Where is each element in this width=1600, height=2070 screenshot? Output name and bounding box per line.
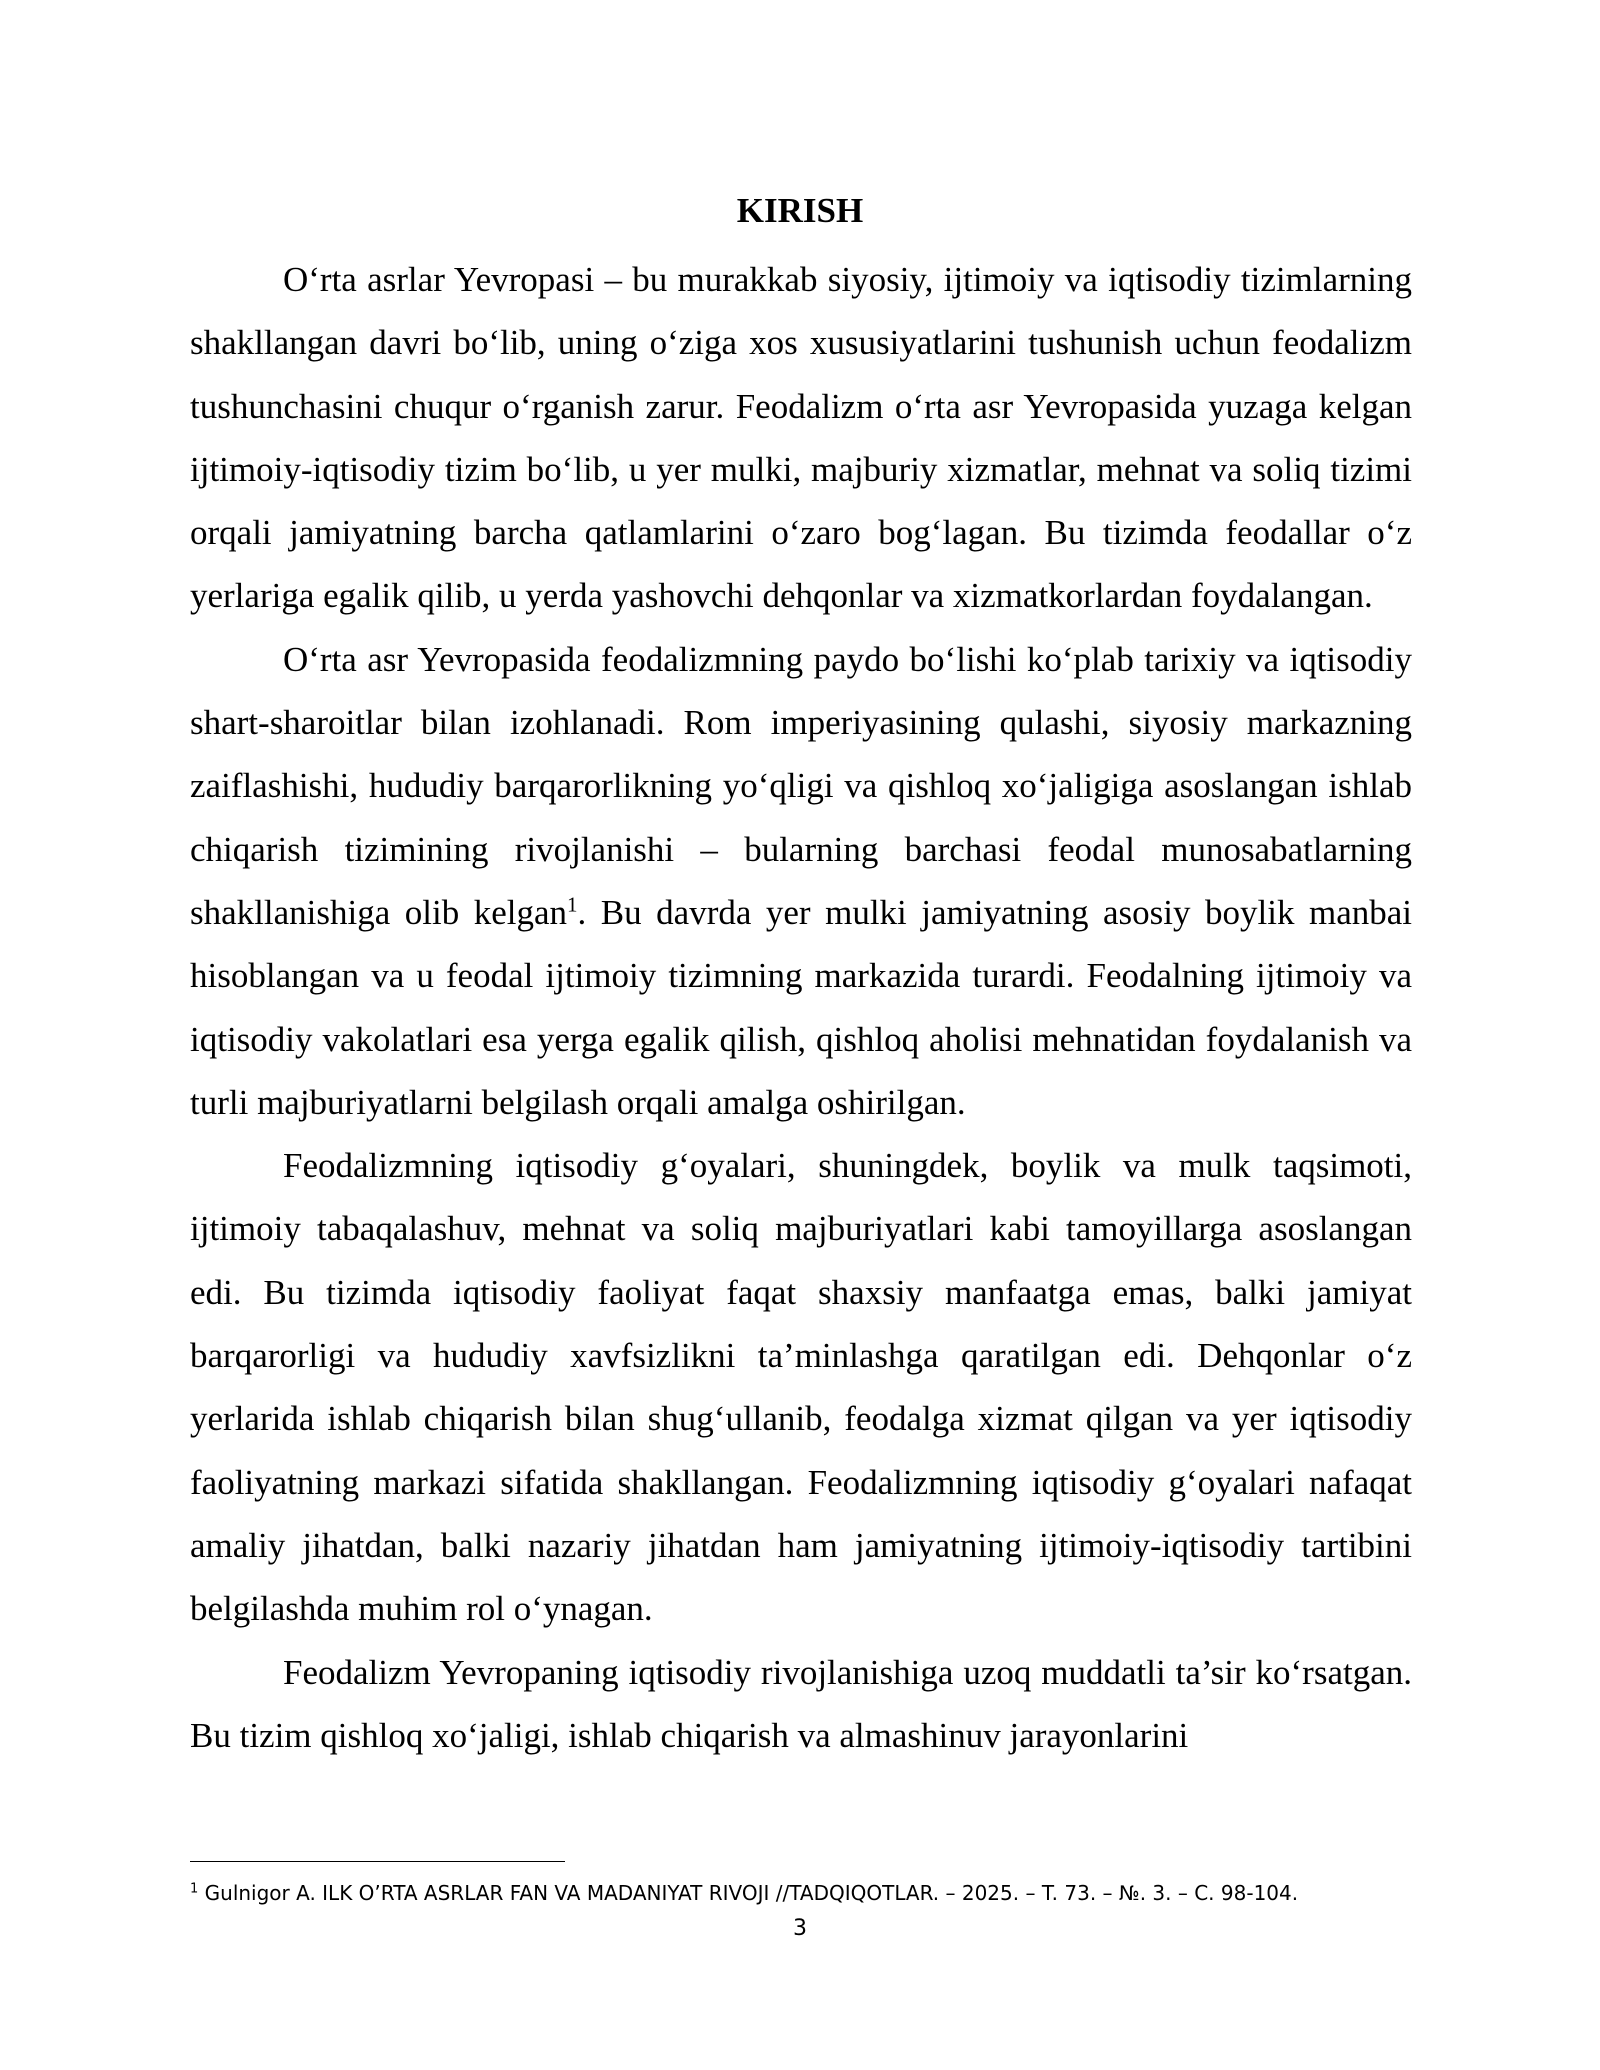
footnote-separator bbox=[190, 1861, 565, 1862]
page-number: 3 bbox=[793, 1916, 807, 1941]
paragraph-4: Feodalizm Yevropaning iqtisodiy rivojlanishiga uzoq muddatli ta’sir ko‘rsatgan. Bu tizim qishloq xo‘jaligi, ishlab chiqarish va almashinuv jarayonlarini bbox=[190, 1652, 1412, 1755]
footnote-reference[interactable]: 1 bbox=[567, 892, 578, 917]
footnote-text: Gulnigor A. ILK O’RTA ASRLAR FAN VA MADANIYAT RIVOJI //TADQIQOTLAR. – 2025. – T. 73. – №. 3. – С. 98-104. bbox=[198, 1881, 1299, 1905]
section-heading: KIRISH bbox=[736, 191, 864, 230]
footnote-marker: 1 bbox=[190, 1881, 199, 1897]
paragraph-3: Feodalizmning iqtisodiy g‘oyalari, shuningdek, boylik va mulk taqsimoti, ijtimoiy tabaqalashuv, mehnat va soliq majburiyatlari kabi tamoyillarga asoslangan edi. Bu tizimda iqtisodiy faoliyat faqat shaxsiy manfaatga emas, balki jamiyat barqarorligi va hududiy xavfsizlikni ta’minlashga qaratilgan edi. Dehqonlar o‘z yerlarida ishlab chiqarish bilan shug‘ullanib, feodalga xizmat qilgan va yer iqtisodiy faoliyatning markazi sifatida shakllangan. Feodalizmning iqtisodiy g‘oyalari nafaqat amaliy jihatdan, balki nazariy jihatdan ham jamiyatning ijtimoiy-iqtisodiy tartibini belgilashda muhim rol o‘ynagan. bbox=[190, 1146, 1412, 1629]
paragraph-2-text-after-ref: . Bu davrda yer mulki jamiyatning asosiy boylik manbai hisoblangan va u feodal ijtimoiy tizimning markazida turardi. Feodalning ijtimoiy va iqtisodiy vakolatlari esa yerga egalik qilish, qishloq aholisi mehnatidan foydalanish va turli majburiyatlarni belgilash orqali amalga oshirilgan. bbox=[190, 892, 1413, 1122]
footnote bbox=[190, 1873, 1412, 1913]
paragraph-1: O‘rta asrlar Yevropasi – bu murakkab siyosiy, ijtimoiy va iqtisodiy tizimlarning shakllangan davri bo‘lib, uning o‘ziga xos xususiyatlarini tushunish uchun feodalizm tushunchasini chuqur o‘rganish zarur. Feodalizm o‘rta asr Yevropasida yuzaga kelgan ijtimoiy-iqtisodiy tizim bo‘lib, u yer mulki, majburiy xizmatlar, mehnat va soliq tizimi orqali jamiyatning barcha qatlamlarini o‘zaro bog‘lagan. Bu tizimda feodallar o‘z yerlariga egalik qilib, u yerda yashovchi dehqonlar va xizmatkorlardan foydalangan. bbox=[190, 260, 1412, 616]
paragraph-2 bbox=[190, 628, 1412, 1134]
paragraph-2-text-before-ref: O‘rta asr Yevropasida feodalizmning paydo bo‘lishi ko‘plab tarixiy va iqtisodiy shart-sharoitlar bilan izohlanadi. Rom imperiyasining qulashi, siyosiy markazning zaiflashishi, hududiy barqarorlikning yo‘qligi va qishloq xo‘jaligiga asoslangan ishlab chiqarish tizimining rivojlanishi – bularning barchasi feodal munosabatlarning shakllanishiga olib kelgan bbox=[190, 639, 1412, 932]
body-text bbox=[190, 248, 1412, 1767]
